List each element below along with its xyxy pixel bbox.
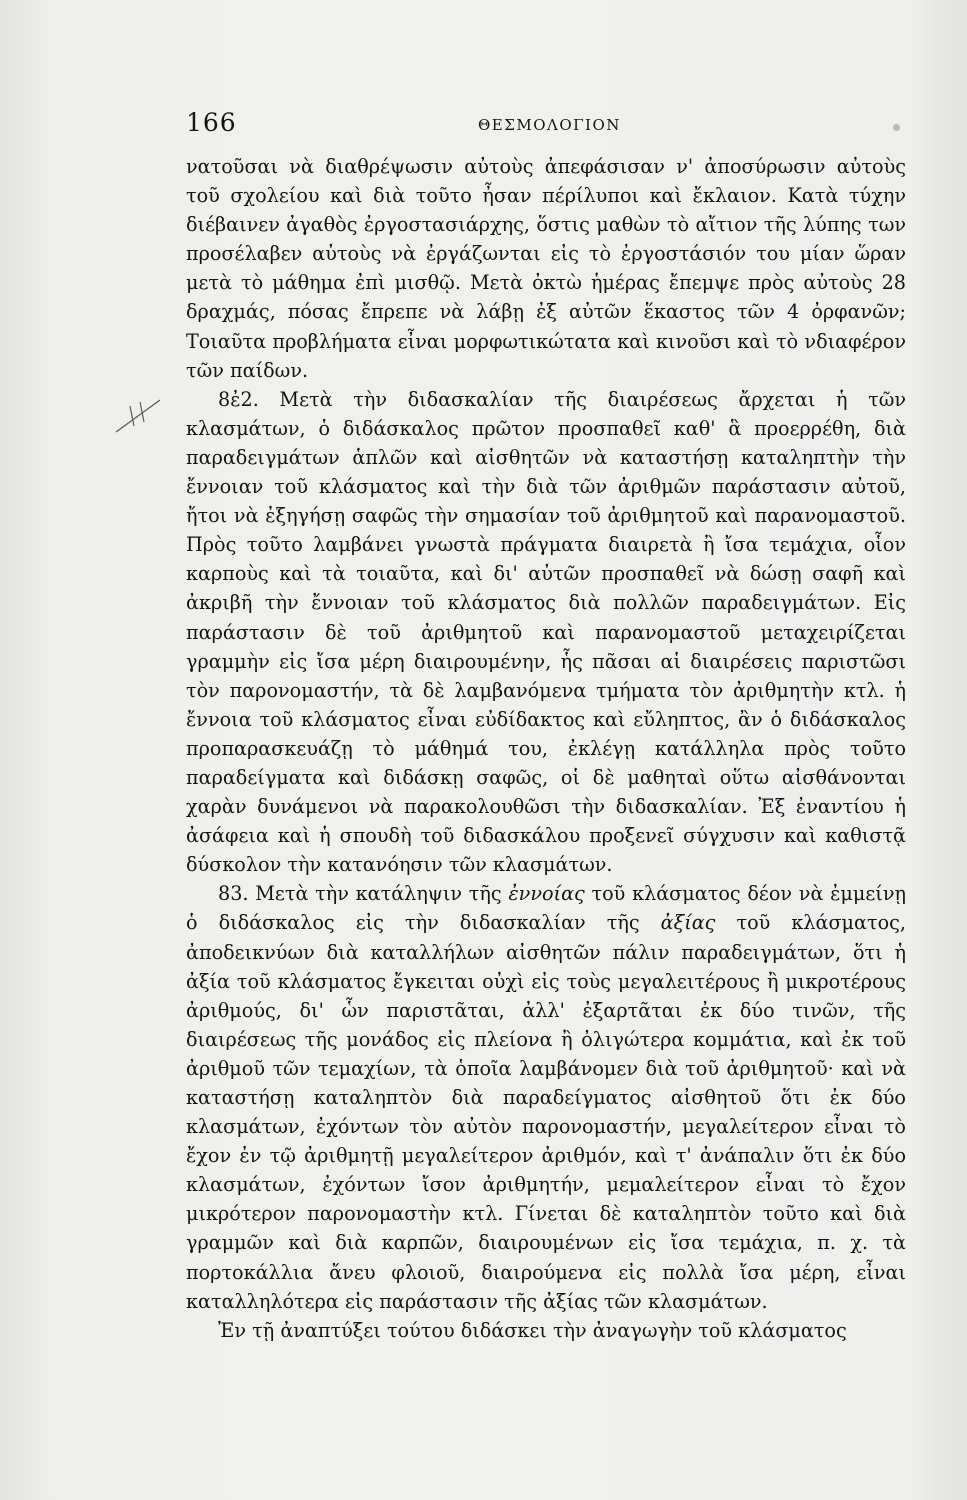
paragraph-83 <box>186 879 906 1315</box>
paragraph-continuation: νατοῦσαι νὰ διαθρέψωσιν αὐτοὺς ἀπεφάσισαν ν' ἀποσύρωσιν αὐτοὺς τοῦ σχολείου καὶ διὰ τοῦτο ἦσαν πέρίλυποι καὶ ἔκλαιον. Κατὰ τύχην διέβαινεν ἀγαθὸς ἐργοστασιάρχης, ὅστις μαθὼν τὸ αἴτιον τῆς λύπης των προσέλαβεν αὐτοὺς νὰ ἐργάζωνται εἰς τὸ ἐργοστάσιόν του μίαν ὥραν μετὰ τὸ μάθημα ἐπὶ μισθῷ. Μετὰ ὀκτὼ ἡμέρας ἔπεμψε πρὸς αὐτοὺς 28 δραχμάς, πόσας ἔπρεπε νὰ λάβῃ ἐξ αὐτῶν ἕκαστος τῶν 4 ὀρφανῶν; Τοιαῦτα προβλήματα εἶναι μορφωτικώτατα καὶ κινοῦσι καὶ τὸ νδιαφέρον τῶν παίδων. <box>186 155 906 382</box>
body-text <box>186 152 906 1345</box>
paragraph-83-text-start: 83. Μετὰ τὴν κατάληψιν τῆς <box>218 882 502 906</box>
page-header <box>186 108 906 142</box>
margin-pencil-mark <box>112 396 164 436</box>
paragraph-83-text-end: τοῦ κλάσματος, ἀποδεικνύων διὰ καταλλήλων αἰσθητῶν πάλιν παραδειγμάτων, ὅτι ἡ ἀξία τοῦ κλάσματος ἔγκειται οὐχὶ εἰς τοὺς μεγαλειτέρους ἢ μικροτέρους ἀριθμούς, δι' ὧν παριστᾶται, ἀλλ' ἐξαρτᾶται ἐκ δύο τινῶν, τῆς διαιρέσεως τῆς μονάδος εἰς πλείονα ἢ ὀλιγώτερα κομμάτια, καὶ ἐκ τοῦ ἀριθμοῦ τῶν τεμαχίων, τὰ ὁποῖα λαμβάνομεν διὰ τοῦ ἀριθμητοῦ· καὶ νὰ καταστήσῃ καταληπτὸν διὰ παραδείγματος αἰσθητοῦ ὅτι ἐκ δύο κλασμάτων, ἐχόντων τὸν αὐτὸν παρονομαστήν, μεγαλείτερον εἶναι τὸ ἔχον ἐν τῷ ἀριθμητῇ μεγαλείτερον ἀριθμόν, καὶ τ' ἀνάπαλιν ὅτι ἐκ δύο κλασμάτων, ἐχόντων ἴσον ἀριθμητήν, μεμαλείτερον εἶναι τὸ ἔχον μικρότερον παρονομαστὴν κτλ. Γίνεται δὲ καταληπτὸν τοῦτο καὶ διὰ γραμμῶν καὶ διὰ καρπῶν, διαιρουμένων εἰς ἴσα τεμάχια, π. χ. τὰ πορτοκάλλια ἄνευ φλοιοῦ, διαιρούμενα εἰς πολλὰ ἴσα μέρη, εἶναι καταλληλότερα εἰς παράστασιν τῆς ἀξίας τῶν κλασμάτων. <box>186 911 907 1313</box>
emphasis-axias: ἀξίας <box>660 911 716 935</box>
emphasis-ennoias: ἐννοίας <box>508 882 585 906</box>
paragraph-82: 8ἐ2. Μετὰ τὴν διδασκαλίαν τῆς διαιρέσεως ἄρχεται ἡ τῶν κλασμάτων, ὁ διδάσκαλος πρῶτον προσπαθεῖ καθ' ἃ προερρέθη, διὰ παραδειγμάτων ἁπλῶν καὶ αἰσθητῶν νὰ καταστήσῃ καταληπτὴν τὴν ἔννοιαν τοῦ κλάσματος καὶ τὴν διὰ τῶν ἀριθμῶν παράστασιν αὐτοῦ, ἤτοι νὰ ἐξηγήσῃ σαφῶς τὴν σημασίαν τοῦ ἀριθμητοῦ καὶ παρανομαστοῦ. Πρὸς τοῦτο λαμβάνει γνωστὰ πράγματα διαιρετὰ ἢ ἴσα τεμάχια, οἷον καρποὺς καὶ τὰ τοιαῦτα, καὶ δι' αὐτῶν προσπαθεῖ νὰ δώσῃ σαφῆ καὶ ἀκριβῆ τὴν ἔννοιαν τοῦ κλάσματος διὰ πολλῶν παραδειγμάτων. Εἰς παράστασιν δὲ τοῦ ἀριθμητοῦ καὶ παρανομαστοῦ μεταχειρίζεται γραμμὴν εἰς ἴσα μέρη διαιρουμένην, ἧς πᾶσαι αἱ διαιρέσεις παριστῶσι τὸν παρονομαστήν, τὰ δὲ λαμβανόμενα τμήματα τὸν ἀριθμητὴν κτλ. ἡ ἔννοια τοῦ κλάσματος εἶναι εὐδίδακτος καὶ εὔληπτος, ἂν ὁ διδάσκαλος προπαρασκευάζῃ τὸ μάθημά του, ἐκλέγῃ κατάλληλα πρὸς τοῦτο παραδείγματα καὶ διδάσκῃ σαφῶς, οἱ δὲ μαθηταὶ οὕτω αἰσθάνονται χαρὰν δυνάμενοι νὰ παρακολουθῶσι τὴν διδασκαλίαν. Ἐξ ἐναντίου ἡ ἀσάφεια καὶ ἡ σπουδὴ τοῦ διδασκάλου προξενεῖ σύγχυσιν καὶ καθιστᾷ δύσκολον τὴν κατανόησιν τῶν κλασμάτων. <box>186 387 906 877</box>
page-number: 166 <box>186 108 237 137</box>
paragraph-final: Ἐν τῇ ἀναπτύξει τούτου διδάσκει τὴν ἀναγωγὴν τοῦ κλάσματος <box>218 1318 847 1342</box>
paragraph-83-text-mid: τοῦ κλάσματος δέον νὰ ἐμμείνῃ ὁ διδάσκαλος εἰς τὴν διδασκαλίαν τῆς <box>186 882 906 935</box>
running-head: ΘΕΣΜΟΛΟΓΙΟΝ <box>478 116 621 134</box>
